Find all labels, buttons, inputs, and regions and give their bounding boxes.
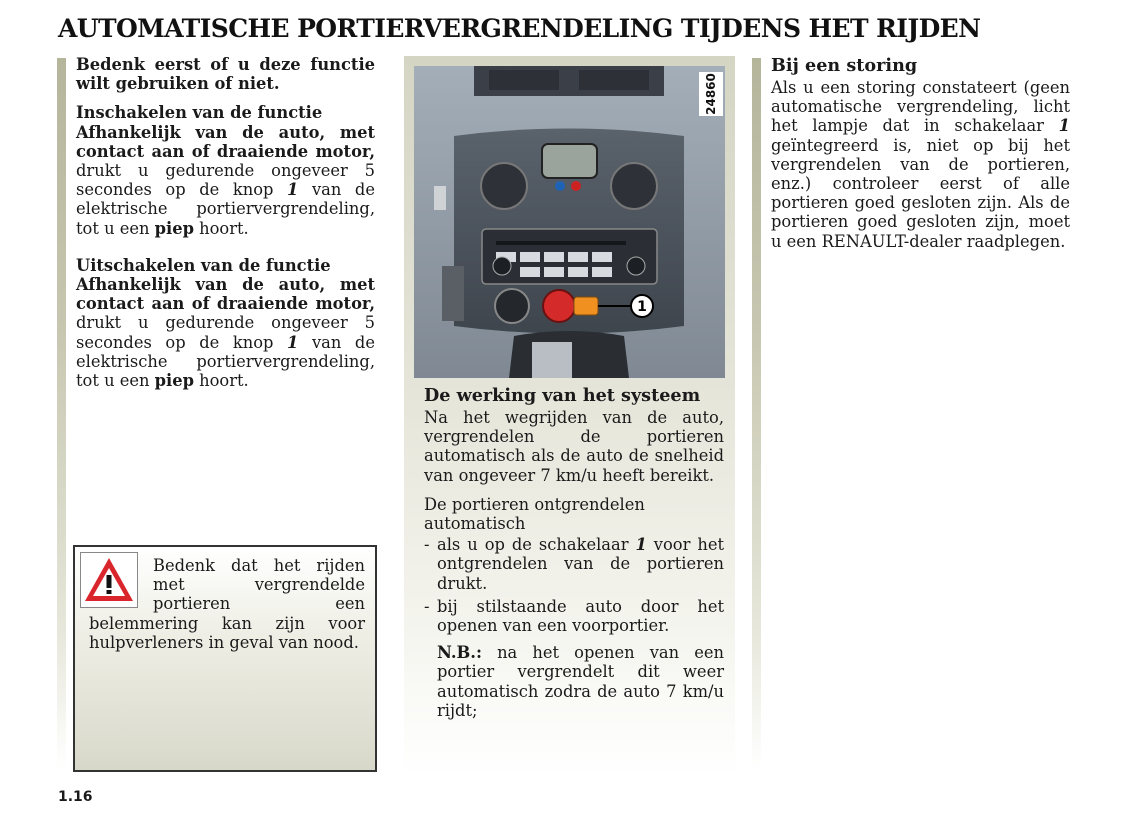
callout-label: 1 bbox=[637, 299, 647, 315]
warning-text: Bedenk dat het rijden met vergrendelde portieren een belemmering kan zijn voor hulpverleners in geval van nood. bbox=[89, 556, 365, 652]
system-text-1: Na het wegrijden van de auto, vergrendelen de portieren automatisch als de auto de snelheid van ongeveer 7 km/u heeft bereikt. bbox=[424, 408, 724, 485]
page-title: AUTOMATISCHE PORTIERVERGRENDELING TIJDENS HET RIJDEN bbox=[58, 14, 981, 43]
right-column bbox=[771, 54, 1070, 259]
enable-text: Afhankelijk van de auto, met contact aan of draaiende motor, drukt u gedurende ongeveer 5 secondes op de knop 1 van de elektrische portiervergrendeling, tot u een piep hoort. bbox=[76, 122, 375, 238]
page-number: 1.16 bbox=[58, 789, 93, 805]
intro-text: Bedenk eerst of u deze functie wilt gebruiken of niet. bbox=[76, 55, 375, 94]
system-heading: De werking van het systeem bbox=[424, 385, 701, 406]
system-text-2: De portieren ontgrendelen automatisch bbox=[424, 494, 645, 534]
note-text: N.B.: na het openen van een portier vergrendelt dit weer automatisch zodra de auto 7 km/u rijdt; bbox=[437, 643, 724, 720]
fault-text: Als u een storing constateert (geen automatische vergrendeling, licht het lampje dat in schakelaar 1 geïntegreerd is, niet op bij het vergrendelen van de portieren, enz.) controleer eerst of alle portieren goed gesloten zijn. Als de portieren goed gesloten zijn, moet u een RENAULT-dealer raadplegen. bbox=[771, 78, 1070, 251]
list-item: - als u op de schakelaar 1 voor het ontgrendelen van de portieren drukt. bbox=[424, 535, 724, 593]
fault-heading: Bij een storing bbox=[771, 55, 918, 76]
right-column-bar bbox=[752, 58, 761, 770]
dashboard-photo bbox=[414, 66, 725, 378]
left-column bbox=[76, 55, 375, 398]
disable-heading: Uitschakelen van de functie bbox=[76, 255, 331, 275]
warning-box bbox=[73, 545, 377, 772]
disable-text: Afhankelijk van de auto, met contact aan of draaiende motor, drukt u gedurende ongeveer 5 secondes op de knop 1 van de elektrische portiervergrendeling, tot u een piep hoort. bbox=[76, 275, 375, 391]
enable-heading: Inschakelen van de functie bbox=[76, 103, 323, 123]
left-column-bar bbox=[57, 58, 66, 770]
middle-column bbox=[424, 384, 724, 720]
figure-reference: 24860 bbox=[699, 72, 723, 116]
list-item: - bij stilstaande auto door het openen van een voorportier. bbox=[424, 597, 724, 635]
